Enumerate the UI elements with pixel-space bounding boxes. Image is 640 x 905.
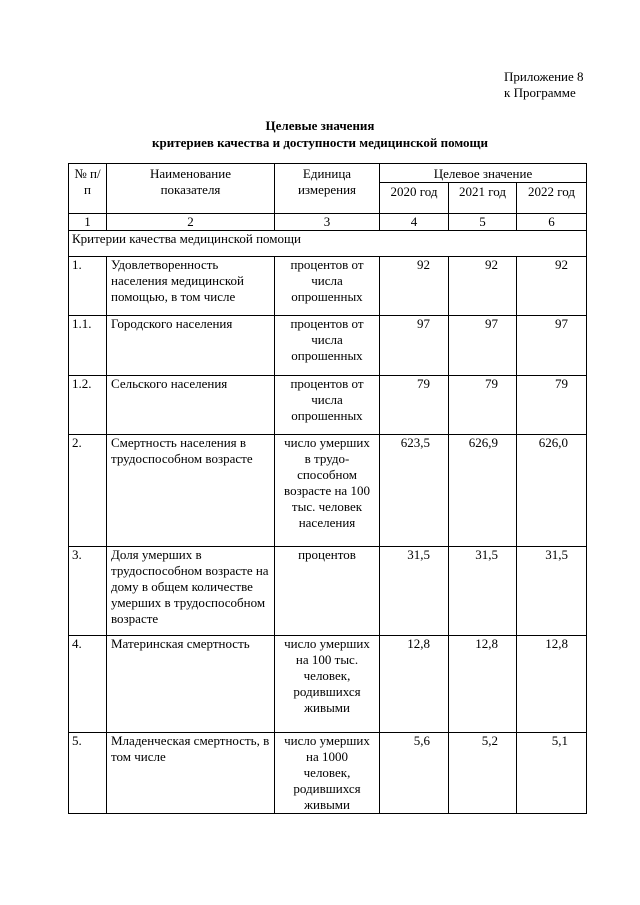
title-line-1: Целевые значения bbox=[265, 118, 375, 133]
row-indicator-name: Городского населения bbox=[107, 316, 275, 376]
row-unit: процентов bbox=[275, 547, 380, 636]
table-row bbox=[69, 257, 587, 316]
row-value-2021: 31,5 bbox=[449, 547, 517, 636]
row-value-2021: 626,9 bbox=[449, 435, 517, 547]
row-value-2022: 12,8 bbox=[517, 636, 587, 733]
row-value-2022: 97 bbox=[517, 316, 587, 376]
table-row bbox=[69, 435, 587, 547]
row-indicator-name: Удовлетворенность населения медицинской помощью, в том числе bbox=[107, 257, 275, 316]
row-number: 1.2. bbox=[69, 376, 107, 435]
row-unit: процентов от числа опрошенных bbox=[275, 376, 380, 435]
header-year-2022: 2022 год bbox=[517, 183, 587, 214]
document-title bbox=[0, 117, 640, 151]
row-unit: число умерших на 1000 человек, родившихся живыми bbox=[275, 733, 380, 814]
row-value-2020: 92 bbox=[380, 257, 449, 316]
colnum-1: 1 bbox=[69, 214, 107, 231]
row-indicator-name: Смертность населения в трудоспособном возрасте bbox=[107, 435, 275, 547]
row-value-2021: 12,8 bbox=[449, 636, 517, 733]
colnum-4: 4 bbox=[380, 214, 449, 231]
header-year-2021: 2021 год bbox=[449, 183, 517, 214]
row-number: 5. bbox=[69, 733, 107, 814]
colnum-5: 5 bbox=[449, 214, 517, 231]
row-indicator-name: Младенческая смертность, в том числе bbox=[107, 733, 275, 814]
header-year-2020: 2020 год bbox=[380, 183, 449, 214]
row-unit: процентов от числа опрошенных bbox=[275, 257, 380, 316]
annex-line-2: к Программе bbox=[504, 85, 576, 100]
table-row bbox=[69, 316, 587, 376]
criteria-table bbox=[68, 163, 587, 814]
table-row bbox=[69, 547, 587, 636]
row-number: 2. bbox=[69, 435, 107, 547]
row-value-2020: 31,5 bbox=[380, 547, 449, 636]
row-value-2020: 97 bbox=[380, 316, 449, 376]
row-unit: число умерших на 100 тыс. человек, родившихся живыми bbox=[275, 636, 380, 733]
row-value-2021: 92 bbox=[449, 257, 517, 316]
row-value-2020: 5,6 bbox=[380, 733, 449, 814]
header-unit: Единица измерения bbox=[275, 164, 380, 214]
table-row bbox=[69, 733, 587, 814]
row-value-2021: 97 bbox=[449, 316, 517, 376]
row-indicator-name: Доля умерших в трудоспособном возрасте на дому в общем количестве умерших в трудоспособном возрасте bbox=[107, 547, 275, 636]
row-value-2022: 5,1 bbox=[517, 733, 587, 814]
row-value-2020: 623,5 bbox=[380, 435, 449, 547]
row-number: 4. bbox=[69, 636, 107, 733]
row-indicator-name: Сельского населения bbox=[107, 376, 275, 435]
colnum-3: 3 bbox=[275, 214, 380, 231]
header-num: № п/п bbox=[69, 164, 107, 214]
row-indicator-name: Материнская смертность bbox=[107, 636, 275, 733]
annex-line-1: Приложение 8 bbox=[504, 69, 584, 84]
row-unit: число умерших в трудо-способном возрасте на 100 тыс. человек населения bbox=[275, 435, 380, 547]
row-value-2020: 12,8 bbox=[380, 636, 449, 733]
row-value-2022: 31,5 bbox=[517, 547, 587, 636]
row-value-2021: 79 bbox=[449, 376, 517, 435]
row-value-2021: 5,2 bbox=[449, 733, 517, 814]
header-name: Наименование показателя bbox=[107, 164, 275, 214]
row-value-2022: 92 bbox=[517, 257, 587, 316]
section-heading: Критерии качества медицинской помощи bbox=[69, 231, 587, 257]
title-line-2: критериев качества и доступности медицинской помощи bbox=[152, 135, 488, 150]
table-row bbox=[69, 636, 587, 733]
row-value-2022: 626,0 bbox=[517, 435, 587, 547]
row-value-2022: 79 bbox=[517, 376, 587, 435]
row-number: 1. bbox=[69, 257, 107, 316]
row-unit: процентов от числа опрошенных bbox=[275, 316, 380, 376]
header-target: Целевое значение bbox=[380, 164, 587, 183]
row-number: 3. bbox=[69, 547, 107, 636]
row-number: 1.1. bbox=[69, 316, 107, 376]
annex-note bbox=[504, 69, 584, 101]
table-row bbox=[69, 376, 587, 435]
colnum-6: 6 bbox=[517, 214, 587, 231]
row-value-2020: 79 bbox=[380, 376, 449, 435]
colnum-2: 2 bbox=[107, 214, 275, 231]
